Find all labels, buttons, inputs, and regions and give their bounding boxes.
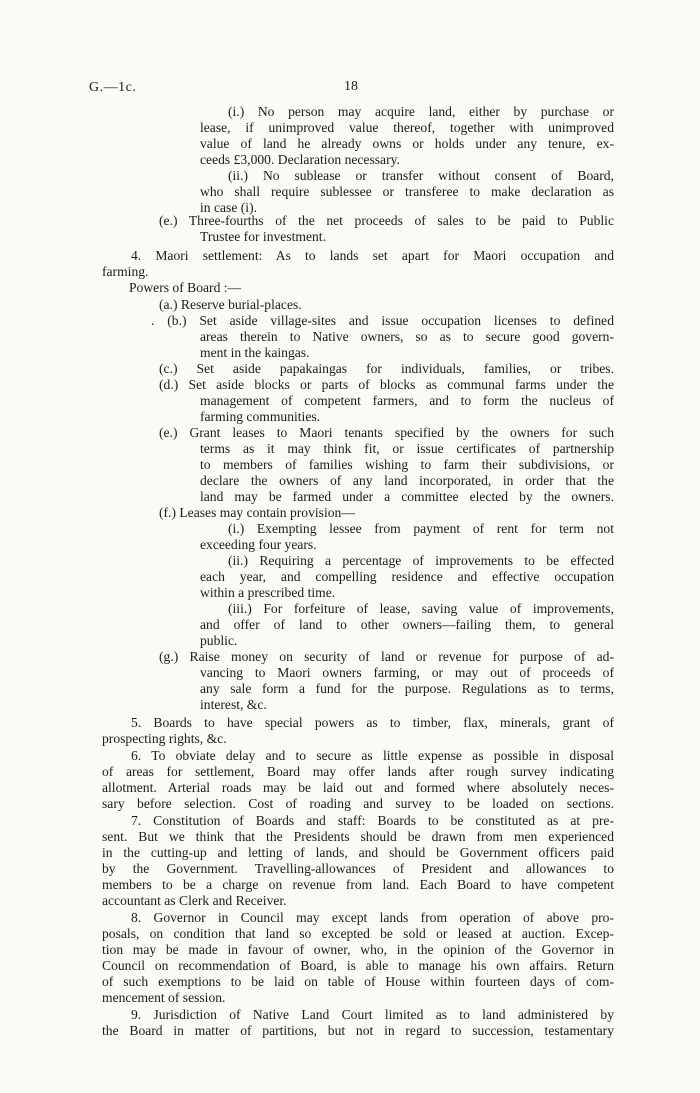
text-line: (ii.) Requiring a percentage of improvements to be effected (228, 553, 614, 568)
text-line: (d.) Set aside blocks or parts of blocks as communal farms under the (159, 377, 614, 392)
text-line: any sale form a fund for the purpose. Regulations as to terms, (200, 681, 614, 696)
text-line: value of land he already owns or holds under any tenure, ex- (200, 136, 614, 151)
text-line: public. (200, 633, 238, 648)
text-line: (ii.) No sublease or transfer without consent of Board, (228, 168, 614, 183)
text-line: land may be farmed under a committee elected by the owners. (200, 489, 614, 504)
text-line: prospecting rights, &c. (102, 731, 227, 746)
text-line: 8. Governor in Council may except lands from operation of above pro- (131, 910, 614, 925)
text-line: in the cutting-up and letting of lands, and should be Government officers paid (102, 845, 614, 860)
text-line: (g.) Raise money on security of land or revenue for purpose of ad- (159, 649, 614, 664)
text-line: 9. Jurisdiction of Native Land Court limited as to land administered by (131, 1007, 614, 1022)
text-line: (iii.) For forfeiture of lease, saving value of improvements, (228, 601, 614, 616)
text-line: accountant as Clerk and Receiver. (102, 893, 287, 908)
text-line: exceeding four years. (200, 537, 317, 552)
text-line: 4. Maori settlement: As to lands set apart for Maori occupation and (131, 248, 614, 263)
text-line: and offer of land to other owners—failing them, to general (200, 617, 614, 632)
text-line: terms as it may think fit, or issue certificates of partnership (200, 441, 614, 456)
text-line: Council on recommendation of Board, is able to manage his own affairs. Return (102, 958, 614, 973)
text-line: the Board in matter of partitions, but not in regard to succession, testamentary (102, 1023, 614, 1038)
text-line: members to be a charge on revenue from land. Each Board to have competent (102, 877, 614, 892)
text-line: (e.) Grant leases to Maori tenants specified by the owners for such (159, 425, 614, 440)
text-line: allotment. Arterial roads may be laid out and formed where absolutely neces- (102, 780, 614, 795)
text-line: farming. (102, 264, 149, 279)
text-line: posals, on condition that land so excepted be sold or leased at auction. Excep- (102, 926, 614, 941)
page-number: 18 (344, 79, 358, 94)
text-line: (i.) Exempting lessee from payment of rent for term not (228, 521, 614, 536)
text-line: management of competent farmers, and to form the nucleus of (200, 393, 614, 408)
text-line: (a.) Reserve burial-places. (159, 297, 302, 312)
text-line: of such exemptions to be laid on table of House within fourteen days of com- (102, 974, 614, 989)
text-line: areas therein to Native owners, so as to secure good govern- (200, 329, 614, 344)
text-line: sary before selection. Cost of roading and survey to be loaded on sections. (102, 796, 614, 811)
text-line: tion may be made in favour of owner, who, in the opinion of the Governor in (102, 942, 614, 957)
text-line: to members of families wishing to farm their subdivisions, or (200, 457, 614, 472)
text-line: 7. Constitution of Boards and staff: Boards to be constituted as at pre- (131, 813, 614, 828)
text-line: within a prescribed time. (200, 585, 336, 600)
text-line: in case (i). (200, 200, 257, 215)
text-line: ceeds £3,000. Declaration necessary. (200, 152, 400, 167)
text-line: of areas for settlement, Board may offer lands after rough survey indicating (102, 764, 614, 779)
text-line: Trustee for investment. (200, 229, 326, 244)
text-line: declare the owners of any land incorporated, in order that the (200, 473, 614, 488)
text-line: (f.) Leases may contain provision— (159, 505, 355, 520)
text-line: (c.) Set aside papakaingas for individuals, families, or tribes. (159, 361, 614, 376)
text-line: (i.) No person may acquire land, either by purchase or (228, 104, 614, 119)
text-line: . (b.) Set aside village-sites and issue occupation licenses to defined (151, 313, 614, 328)
text-line: who shall require sublessee or transferee to make declaration as (200, 184, 614, 199)
text-line: farming communities. (200, 409, 321, 424)
text-line: 5. Boards to have special powers as to timber, flax, minerals, grant of (131, 715, 614, 730)
text-line: interest, &c. (200, 697, 267, 712)
text-line: vancing to Maori owners farming, or may out of proceeds of (200, 665, 614, 680)
page-header-code: G.—1c. (89, 80, 137, 95)
text-line: each year, and compelling residence and effective occupation (200, 569, 614, 584)
text-line: mencement of session. (102, 990, 226, 1005)
text-line: sent. But we think that the Presidents should be drawn from men experienced (102, 829, 614, 844)
text-line: lease, if unimproved value thereof, together with unimproved (200, 120, 614, 135)
text-line: ment in the kaingas. (200, 345, 310, 360)
text-line: 6. To obviate delay and to secure as little expense as possible in disposal (131, 748, 614, 763)
text-line: (e.) Three-fourths of the net proceeds of sales to be paid to Public (159, 213, 614, 228)
text-line: Powers of Board :— (129, 280, 242, 295)
text-line: by the Government. Travelling-allowances of President and allowances to (102, 861, 614, 876)
